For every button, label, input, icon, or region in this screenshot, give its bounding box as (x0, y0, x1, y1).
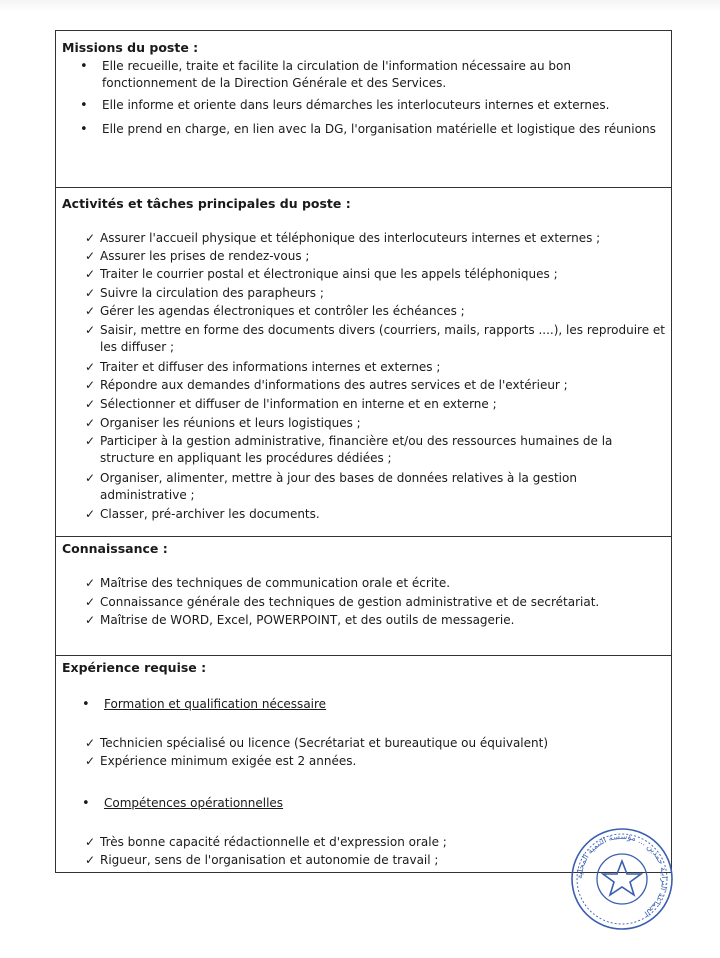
activites-item: ✓ Répondre aux demandes d'informations des autres services et de l'extérieur ; (100, 377, 665, 394)
missions-item: • Elle prend en charge, en lien avec la DG, l'organisation matérielle et logistique des réunions (102, 121, 662, 138)
activites-item: ✓ Gérer les agendas électroniques et contrôler les échéances ; (100, 303, 665, 320)
connaissance-title: Connaissance : (62, 541, 168, 556)
formation-heading: • Formation et qualification nécessaire (104, 696, 326, 713)
stamp-text: الجماعة الترابية حمدين ... مؤسسة التنمية المحلية (574, 831, 670, 919)
stamp-outer-ring (572, 829, 672, 929)
connaissance-item: ✓ Connaissance générale des techniques de gestion administrative et de secrétariat. (100, 594, 665, 611)
activites-item: ✓ Organiser les réunions et leurs logistiques ; (100, 415, 665, 432)
activites-item: ✓ Traiter et diffuser des informations internes et externes ; (100, 359, 665, 376)
activites-item: ✓ Sélectionner et diffuser de l'information en interne et en externe ; (100, 396, 665, 413)
connaissance-item: ✓ Maîtrise de WORD, Excel, POWERPOINT, et des outils de messagerie. (100, 612, 665, 629)
activites-item: ✓ Assurer l'accueil physique et téléphonique des interlocuteurs internes et externes ; (100, 230, 665, 247)
missions-title: Missions du poste : (62, 40, 199, 55)
activites-item: ✓ Participer à la gestion administrative, financière et/ou des ressources humaines de la structure en appliquant les procédures dédiées ; (100, 433, 665, 467)
competences-heading: • Compétences opérationnelles (104, 795, 283, 812)
missions-section (56, 31, 671, 188)
activites-section (56, 188, 671, 537)
experience-title: Expérience requise : (62, 660, 207, 675)
activites-item: ✓ Assurer les prises de rendez-vous ; (100, 248, 665, 265)
activites-item: ✓ Classer, pré-archiver les documents. (100, 506, 665, 523)
page-top-shadow (0, 0, 720, 12)
activites-item: ✓ Organiser, alimenter, mettre à jour des bases de données relatives à la gestion administrative ; (100, 470, 665, 504)
formation-item: ✓ Expérience minimum exigée est 2 années. (100, 753, 665, 770)
official-stamp (568, 825, 676, 933)
activites-item: ✓ Suivre la circulation des parapheurs ; (100, 285, 665, 302)
missions-item: • Elle informe et oriente dans leurs démarches les interlocuteurs internes et externes. (102, 97, 662, 114)
connaissance-item: ✓ Maîtrise des techniques de communication orale et écrite. (100, 575, 665, 592)
formation-item: ✓ Technicien spécialisé ou licence (Secrétariat et bureautique ou équivalent) (100, 735, 665, 752)
activites-item: ✓ Traiter le courrier postal et électronique ainsi que les appels téléphoniques ; (100, 266, 665, 283)
competences-item: ✓ Rigueur, sens de l'organisation et autonomie de travail ; (100, 852, 665, 869)
job-description-frame (55, 30, 672, 873)
connaissance-section (56, 537, 671, 656)
activites-item: ✓ Saisir, mettre en forme des documents divers (courriers, mails, rapports ....), les reproduire et les diffuser ; (100, 322, 665, 356)
competences-item: ✓ Très bonne capacité rédactionnelle et d'expression orale ; (100, 834, 665, 851)
star-icon (603, 861, 641, 895)
activites-title: Activités et tâches principales du poste : (62, 196, 351, 211)
missions-item: • Elle recueille, traite et facilite la circulation de l'information nécessaire au bon fonctionnement de la Direction Générale et des Services. (102, 58, 662, 92)
